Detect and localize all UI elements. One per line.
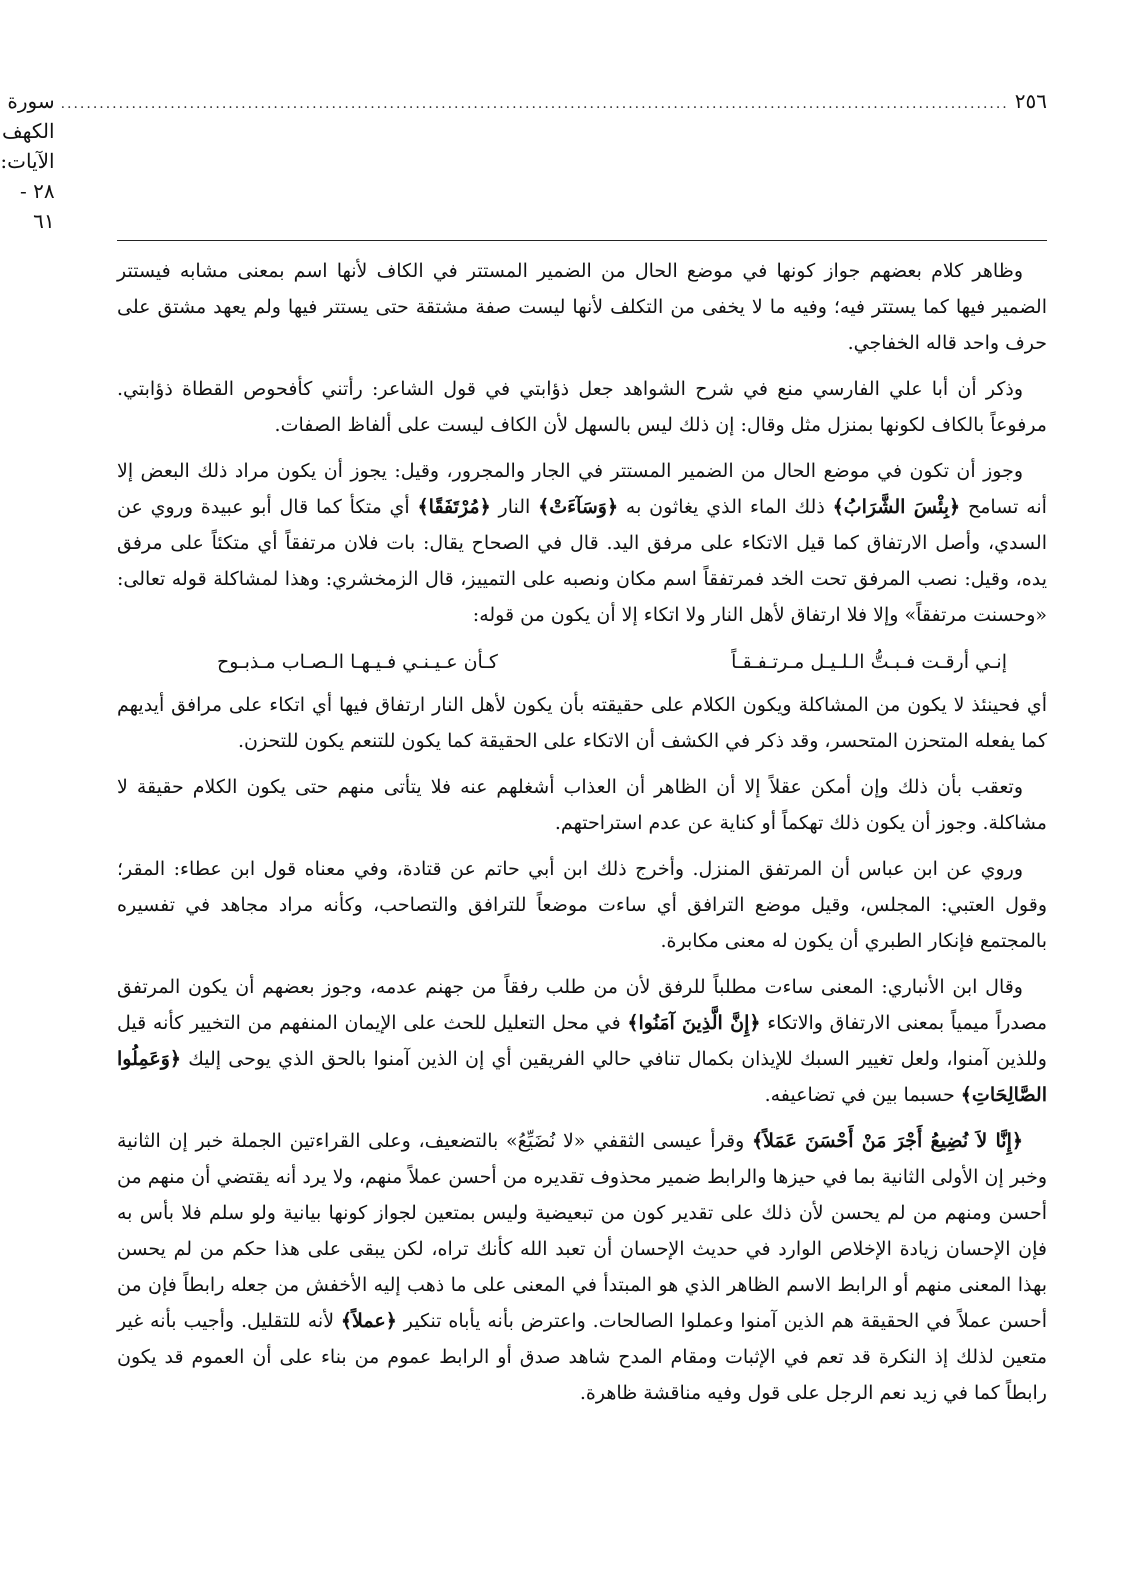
text-run: وقرأ عيسى الثقفي «لا نُضَيِّعُ» بالتضعيف، وعلى القراءتين الجملة خبر إن الثانية وخبر إن الأولى الثانية بما في حيزها والرابط ضمير محذوف تقديره من أحسن عملاً منهم، ولا يرد أنه يقتضي أن منهم من أحسن ومنهم من لم يحسن لأن ذلك على تقدير كون من تبعيضية وليس بمتعين لجواز كونها بيانية ولو سلم فلا بأس به فإن الإحسان زيادة الإخلاص الوارد في حديث الإحسان أن تعبد الله كأنك تراه، لكن يبقى على هذا حكم من لم يحسن بهذا المعنى منهم أو الرابط الاسم الظاهر الذي هو المبتدأ في المعنى على ما ذهب إليه الأخفش من جعله رابطاً فإن من أحسن عملاً في الحقيقة هم الذين آمنوا وعملوا الصالحات. واعترض بأنه يأباه تنكير — [117, 1130, 1047, 1332]
text-run: في محل التعليل للحث على الإيمان المنفهم من التخيير كأنه قيل وللذين آمنوا، ولعل تغيير السبك للإيذان بكمال تنافي حالي الفريقين أي إن الذين آمنوا بالحق الذي يوحى إليك — [117, 1012, 1047, 1070]
page-number: ٢٥٦ — [1014, 89, 1047, 113]
paragraph-4: أي فحينئذ لا يكون من المشاكلة ويكون الكلام على حقيقته بأن يكون لأهل النار ارتفاق فيها أي اتكاء على مرافق أيديهم كما يفعله المتحزن المتحسر، وقد ذكر في الكشف أن الاتكاء على الحقيقة كما يكون للتنعم يكون للتحزن. — [117, 694, 1047, 752]
quran-quote: ﴿مُرْتَفَقًا﴾ — [417, 496, 491, 518]
quran-quote: ﴿وَعَمِلُوا الصَّالِحَاتِ﴾ — [117, 1048, 1047, 1106]
poetry-verse — [217, 643, 1007, 681]
paragraph-6: وروي عن ابن عباس أن المرتفق المنزل. وأخرج ذلك ابن أبي حاتم عن قتادة، وفي معناه قول ابن عطاء: المقر؛ وقول العتبي: المجلس، وقيل موضع الترافق أي ساءت موضعاً للترافق والتصاحب، وكأنه مراد مجاهد في تفسيره بالمجتمع فإنكار الطبري أن يكون له معنى مكابرة. — [117, 858, 1047, 952]
running-title: سورة الكهف الآيات: ٢٨ - ٦١ — [0, 89, 55, 233]
paragraph-7 — [117, 969, 1047, 1113]
quran-quote: ﴿بِئْسَ الشَّرَابُ﴾ — [832, 496, 961, 518]
paragraph-3 — [117, 453, 1047, 633]
text-run: ذلك الماء الذي يغاثون به — [625, 496, 825, 518]
text-run: لأنه للتقليل. وأجيب بأنه غير متعين لذلك إذ النكرة قد تعم في الإثبات ومقام المدح شاهد صدق أو الرابط عموم من بناء على أن العموم قد يكون رابطاً كما في زيد نعم الرجل على قول وفيه مناقشة ظاهرة. — [117, 1310, 1047, 1404]
text-run: أي متكأ كما قال أبو عبيدة وروي عن السدي، وأصل الارتفاق كما قيل الاتكاء على مرفق اليد. قال في الصحاح يقال: بات فلان مرتفقاً أي متكئاً على مرفق يده، وقيل: نصب المرفق تحت الخد فمرتفقاً اسم مكان ونصبه على التمييز، قال الزمخشري: وهذا لمشاكلة قوله تعالى: «وحسنت مرتفقاً» وإلا فلا ارتفاق لأهل النار ولا اتكاء إلا أن يكون من قوله: — [117, 496, 1047, 626]
quran-quote: ﴿إِنَّ الَّذِينَ آمَنُوا﴾ — [627, 1012, 761, 1034]
text-run: وجوز أن تكون في موضع الحال من الضمير المستتر في الجار والمجرور، وقيل: يجوز أن يكون مراد ذلك البعض إلا أنه تسامح — [117, 460, 1047, 518]
quran-quote: ﴿إِنَّا لاَ نُضِيعُ أَجْرَ مَنْ أَحْسَنَ عَمَلاً﴾ — [752, 1130, 1024, 1152]
paragraph-1: وظاهر كلام بعضهم جواز كونها في موضع الحال من الضمير المستتر في الكاف لأنها اسم بمعنى مشابه فيستتر الضمير فيها كما يستتر فيه؛ وفيه ما لا يخفى من التكلف لأنها ليست صفة مشتقة حتى يستتر فيها ولم يعهد مشتق على حرف واحد قاله الخفاجي. — [117, 260, 1047, 354]
text-run: وقال ابن الأنباري: المعنى ساءت مطلباً للرفق لأن من طلب رفقاً من جهنم عدمه، وجوز بعضهم أن يكون المرتفق مصدراً ميمياً بمعنى الارتفاق والاتكاء — [117, 976, 1047, 1034]
page — [0, 86, 1047, 1421]
paragraph-5: وتعقب بأن ذلك وإن أمكن عقلاً إلا أن الظاهر أن العذاب أشغلهم عنه فلا يتأتى منهم حتى يكون الكلام حقيقة لا مشاكلة. وجوز أن يكون ذلك تهكماً أو كناية عن عدم استراحتهم. — [117, 776, 1047, 834]
header-dot-leader: ................................................................................................................................................... — [60, 96, 1009, 112]
paragraph-8 — [117, 1123, 1047, 1411]
verse-first-hemistich: إنـي أرقـت فـبـتُّ الـلـيـل مـرتـفـقـاً — [731, 651, 1007, 673]
quran-quote: ﴿عملاً﴾ — [340, 1310, 397, 1332]
text-run: النار — [498, 496, 531, 518]
quran-quote: ﴿وَسَآءَتْ﴾ — [538, 496, 619, 518]
verse-second-hemistich: كـأن عـيـنـي فـيـهـا الـصـاب مـذبـوح — [217, 651, 498, 673]
page-header — [0, 86, 1047, 241]
paragraph-2: وذكر أن أبا علي الفارسي منع في شرح الشواهد جعل ذؤابتي في قول الشاعر: رأتني كأفحوص القطاة ذؤابتي. مرفوعاً بالكاف لكونها بمنزل مثل وقال: إن ذلك ليس بالسهل لأن الكاف ليست على ألفاظ الصفات. — [117, 378, 1047, 436]
text-run: حسبما بين في تضاعيفه. — [764, 1084, 955, 1106]
